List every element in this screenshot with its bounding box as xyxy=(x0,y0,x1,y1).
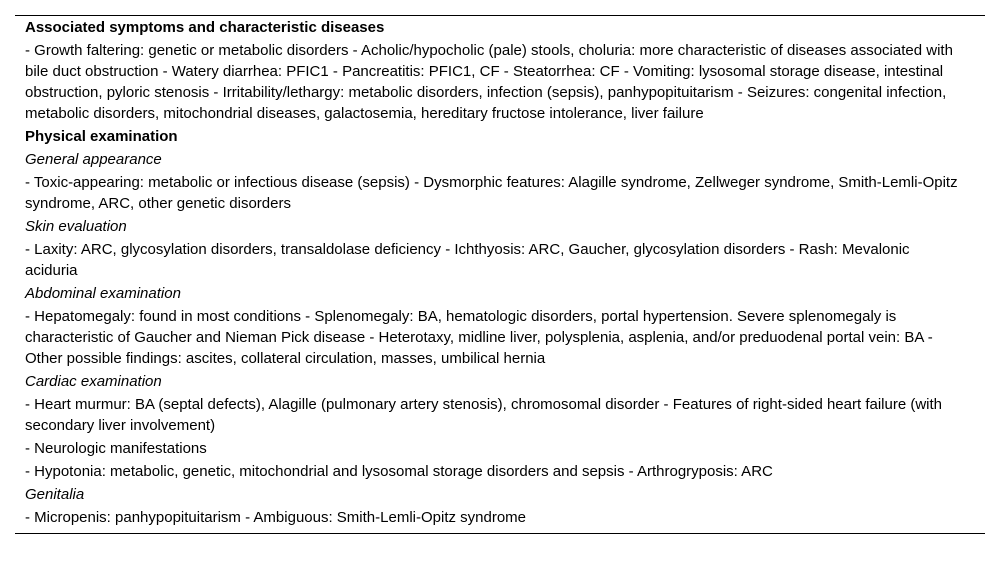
general-appearance-text: - Toxic-appearing: metabolic or infectious disease (sepsis) - Dysmorphic features: Alagille syndrome, Zellweger syndrome, Smith-Lemli-Opitz syndrome, ARC, other genetic disorders xyxy=(25,174,958,212)
subheading-abdominal-examination: Abdominal examination xyxy=(25,285,181,302)
genitalia-text: - Micropenis: panhypopituitarism - Ambiguous: Smith-Lemli-Opitz syndrome xyxy=(25,509,527,526)
neurologic-findings-text: - Hypotonia: metabolic, genetic, mitochondrial and lysosomal storage disorders and sepsis - Arthrogryposis: ARC xyxy=(25,463,773,480)
clinical-findings-table xyxy=(15,15,985,534)
abdominal-examination-text: - Hepatomegaly: found in most conditions - Splenomegaly: BA, hematologic disorders, portal hypertension. Severe splenomegaly is characteristic of Gaucher and Nieman Pick disease - Heterotaxy, midline liver, polysplenia, asplenia, and/or preduodenal portal vein: BA - Other possible findings: ascites, collateral circulation, masses, umbilical hernia xyxy=(25,308,933,367)
neurologic-manifestations-label: - Neurologic manifestations xyxy=(25,440,207,457)
subheading-general-appearance: General appearance xyxy=(25,151,162,168)
subheading-skin-evaluation: Skin evaluation xyxy=(25,218,127,235)
skin-evaluation-text: - Laxity: ARC, glycosylation disorders, transaldolase deficiency - Ichthyosis: ARC, Gaucher, glycosylation disorders - Rash: Mevalonic aciduria xyxy=(25,241,910,279)
associated-symptoms-text: - Growth faltering: genetic or metabolic disorders - Acholic/hypocholic (pale) stools, choluria: more characteristic of diseases associated with bile duct obstruction - Watery diarrhea: PFIC1 - Pancreatitis: PFIC1, CF - Steatorrhea: CF - Vomiting: lysosomal storage disease, intestinal obstruction, pyloric stenosis - Irritability/lethargy: metabolic disorders, infection (sepsis), panhypopituitarism - Seizures: congenital infection, metabolic disorders, mitochondrial diseases, galactosemia, hereditary fructose intolerance, liver failure xyxy=(25,42,953,122)
section-heading-physical-examination: Physical examination xyxy=(25,128,178,145)
subheading-genitalia: Genitalia xyxy=(25,486,85,503)
subheading-cardiac-examination: Cardiac examination xyxy=(25,373,162,390)
section-heading-associated-symptoms: Associated symptoms and characteristic diseases xyxy=(25,19,385,36)
cardiac-examination-text: - Heart murmur: BA (septal defects), Alagille (pulmonary artery stenosis), chromosomal disorder - Features of right-sided heart failure (with secondary liver involvement) xyxy=(25,396,943,434)
